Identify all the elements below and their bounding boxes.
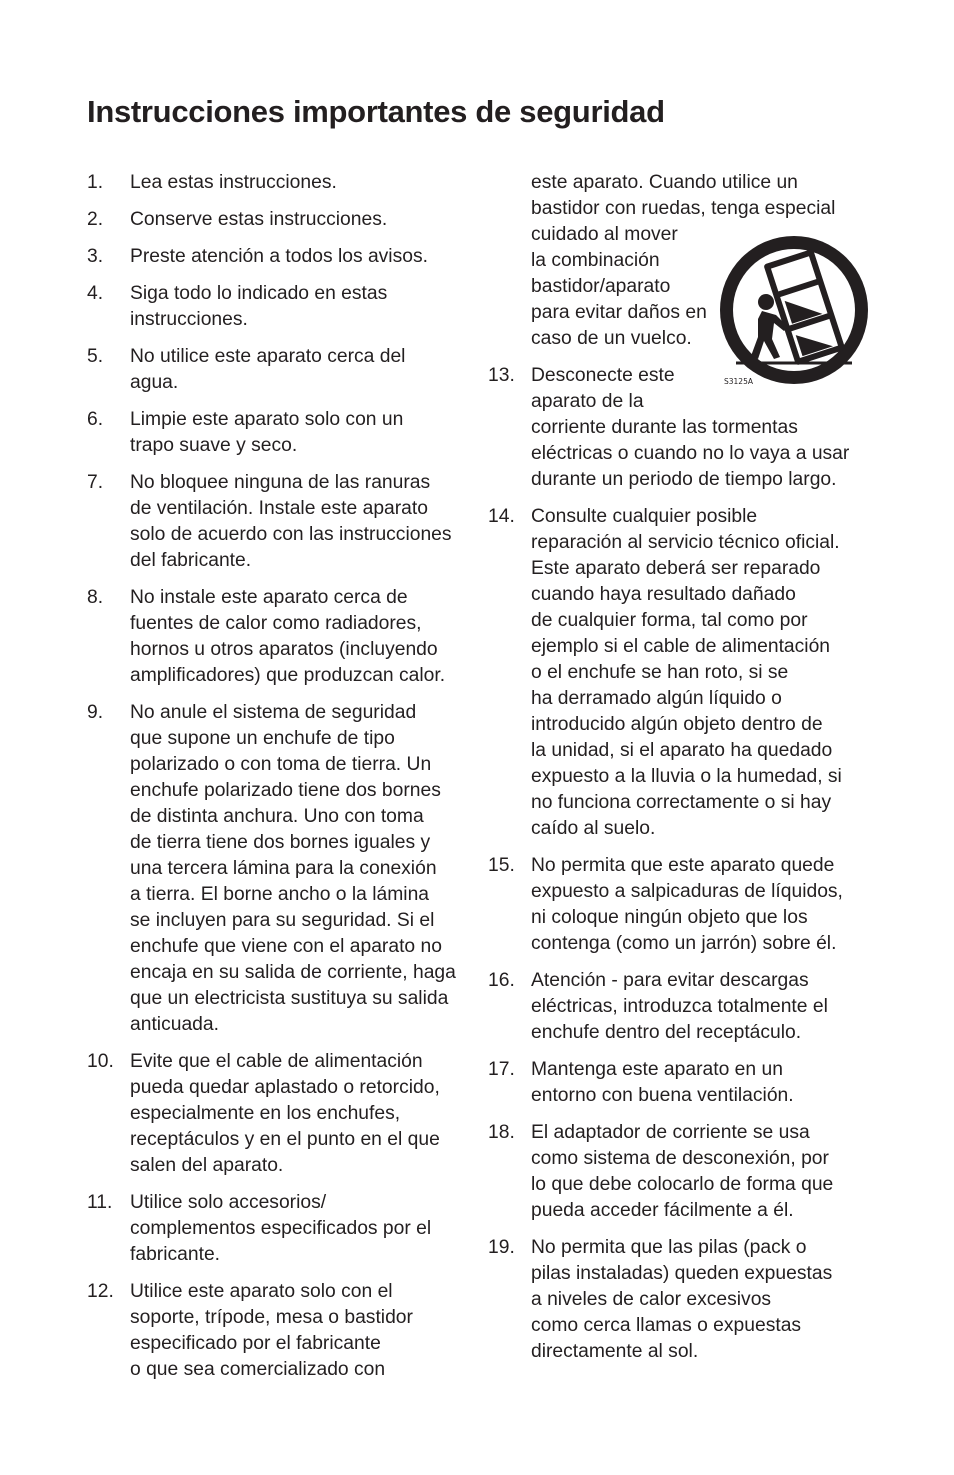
- list-item: [488, 1235, 873, 1365]
- text-line: No permita que las pilas (pack o: [531, 1237, 807, 1258]
- text-line: Desconecte este: [531, 365, 675, 386]
- item-number: 2.: [87, 209, 104, 230]
- text-line: Preste atención a todos los avisos.: [130, 246, 428, 267]
- text-line: una tercera lámina para la conexión: [130, 858, 437, 879]
- item-text: [531, 1057, 873, 1109]
- item-number: 18.: [488, 1122, 515, 1143]
- text-line: expuesto a la lluvia o la humedad, si: [531, 766, 842, 787]
- text-line: eléctricas o cuando no lo vaya a usar: [531, 443, 850, 464]
- text-line: polarizado o con toma de tierra. Un: [130, 754, 432, 775]
- text-line: agua.: [130, 372, 179, 393]
- text-line: Utilice este aparato solo con el: [130, 1281, 393, 1302]
- text-line: introducido algún objeto dentro de: [531, 714, 823, 735]
- text-line: complementos especificados por el: [130, 1218, 432, 1239]
- text-line: anticuada.: [130, 1014, 219, 1035]
- text-line: Consulte cualquier posible: [531, 506, 758, 527]
- item-text: [531, 968, 873, 1046]
- item-number: 3.: [87, 246, 104, 267]
- text-line: caído al suelo.: [531, 818, 656, 839]
- text-line: hornos u otros aparatos (incluyendo: [130, 639, 438, 660]
- text-line: enchufe polarizado tiene dos bornes: [130, 780, 441, 801]
- text-line: lo que debe colocarlo de forma que: [531, 1174, 834, 1195]
- text-line: Mantenga este aparato en un: [531, 1059, 783, 1080]
- text-line: como sistema de desconexión, por: [531, 1148, 829, 1169]
- item-number: 17.: [488, 1059, 515, 1080]
- text-line: este aparato. Cuando utilice un: [531, 172, 798, 193]
- item-text: [130, 407, 472, 459]
- item-text: [531, 504, 873, 842]
- list-item: [488, 968, 873, 1046]
- text-line: enchufe que viene con el aparato no: [130, 936, 442, 957]
- text-line: Atención - para evitar descargas: [531, 970, 809, 991]
- item-text: [130, 281, 472, 333]
- text-line: la combinación: [531, 250, 660, 271]
- cart-tip-over-warning-figure: [718, 235, 870, 393]
- list-item: [87, 585, 472, 689]
- cart-tip-over-warning-icon: [718, 235, 870, 385]
- text-line: como cerca llamas o expuestas: [531, 1315, 802, 1336]
- list-item: [87, 344, 472, 396]
- text-line: o el enchufe se han roto, si se: [531, 662, 789, 683]
- item-text: [130, 470, 472, 574]
- list-item: [87, 1190, 472, 1268]
- text-line: encaja en su salida de corriente, haga: [130, 962, 456, 983]
- item-number: 4.: [87, 283, 104, 304]
- text-line: cuando haya resultado dañado: [531, 584, 796, 605]
- list-item: [87, 1049, 472, 1179]
- text-line: El adaptador de corriente se usa: [531, 1122, 810, 1143]
- text-line: No permita que este aparato quede: [531, 855, 835, 876]
- item-text: [130, 1190, 472, 1268]
- text-line: bastidor con ruedas, tenga especial: [531, 198, 836, 219]
- text-line: Siga todo lo indicado en estas: [130, 283, 388, 304]
- item-number: 7.: [87, 472, 104, 493]
- text-line: caso de un vuelco.: [531, 328, 692, 349]
- list-item: [87, 700, 472, 1038]
- text-line: No instale este aparato cerca de: [130, 587, 408, 608]
- text-line: pilas instaladas) queden expuestas: [531, 1263, 833, 1284]
- list-item: [488, 504, 873, 842]
- text-line: entorno con buena ventilación.: [531, 1085, 794, 1106]
- text-line: ejemplo si el cable de alimentación: [531, 636, 831, 657]
- text-line: eléctricas, introduzca totalmente el: [531, 996, 828, 1017]
- text-line: que un electricista sustituya su salida: [130, 988, 449, 1009]
- item-number: 15.: [488, 855, 515, 876]
- text-line: especificado por el fabricante: [130, 1333, 381, 1354]
- item-text: [130, 1279, 472, 1383]
- item-text: [130, 585, 472, 689]
- item-text: [531, 1235, 873, 1365]
- text-line: No utilice este aparato cerca del: [130, 346, 406, 367]
- text-line: trapo suave y seco.: [130, 435, 298, 456]
- list-item: [87, 281, 472, 333]
- item-number: 5.: [87, 346, 104, 367]
- text-line: o que sea comercializado con: [130, 1359, 386, 1380]
- text-line: expuesto a salpicaduras de líquidos,: [531, 881, 843, 902]
- text-line: Lea estas instrucciones.: [130, 172, 337, 193]
- text-line: a niveles de calor excesivos: [531, 1289, 772, 1310]
- text-line: directamente al sol.: [531, 1341, 699, 1362]
- text-line: corriente durante las tormentas: [531, 417, 798, 438]
- text-line: reparación al servicio técnico oficial.: [531, 532, 840, 553]
- text-line: a tierra. El borne ancho o la lámina: [130, 884, 430, 905]
- text-line: cuidado al mover: [531, 224, 678, 245]
- text-line: fabricante.: [130, 1244, 221, 1265]
- list-item: [488, 1057, 873, 1109]
- text-line: de cualquier forma, tal como por: [531, 610, 808, 631]
- item-number: 11.: [87, 1192, 113, 1213]
- item-text: [130, 700, 472, 1038]
- text-line: pueda acceder fácilmente a él.: [531, 1200, 794, 1221]
- text-line: contenga (como un jarrón) sobre él.: [531, 933, 837, 954]
- list-item: [488, 853, 873, 957]
- text-line: de distinta anchura. Uno con toma: [130, 806, 424, 827]
- list-item: [87, 407, 472, 459]
- text-line: salen del aparato.: [130, 1155, 284, 1176]
- item-number: 6.: [87, 409, 104, 430]
- text-line: No bloquee ninguna de las ranuras: [130, 472, 431, 493]
- item-text: [130, 344, 472, 396]
- item-number: 16.: [488, 970, 515, 991]
- text-line: especialmente en los enchufes,: [130, 1103, 401, 1124]
- item-number: 8.: [87, 587, 104, 608]
- item-number: 10.: [87, 1051, 114, 1072]
- text-line: de tierra tiene dos bornes iguales y: [130, 832, 431, 853]
- list-item: [87, 244, 472, 270]
- text-line: Conserve estas instrucciones.: [130, 209, 388, 230]
- list-item: [87, 170, 472, 196]
- text-line: ni coloque ningún objeto que los: [531, 907, 808, 928]
- text-line: no funciona correctamente o si hay: [531, 792, 832, 813]
- text-line: durante un periodo de tiempo largo.: [531, 469, 837, 490]
- list-item: [87, 470, 472, 574]
- text-line: solo de acuerdo con las instrucciones: [130, 524, 452, 545]
- text-line: enchufe dentro del receptáculo.: [531, 1022, 802, 1043]
- text-line: Este aparato deberá ser reparado: [531, 558, 821, 579]
- text-line: Evite que el cable de alimentación: [130, 1051, 423, 1072]
- text-line: para evitar daños en: [531, 302, 707, 323]
- text-line: Limpie este aparato solo con un: [130, 409, 404, 430]
- text-line: bastidor/aparato: [531, 276, 671, 297]
- list-item: [87, 207, 472, 233]
- text-line: Utilice solo accesorios/: [130, 1192, 327, 1213]
- item-text: [531, 853, 873, 957]
- list-item: [87, 1279, 472, 1383]
- left-column: [87, 170, 472, 1394]
- text-line: se incluyen para su seguridad. Si el: [130, 910, 435, 931]
- text-line: la unidad, si el aparato ha quedado: [531, 740, 833, 761]
- text-line: No anule el sistema de seguridad: [130, 702, 417, 723]
- text-line: del fabricante.: [130, 550, 252, 571]
- item-number: 12.: [87, 1281, 114, 1302]
- text-line: amplificadores) que produzcan calor.: [130, 665, 446, 686]
- item-text: [531, 1120, 873, 1224]
- text-line: soporte, trípode, mesa o bastidor: [130, 1307, 413, 1328]
- figure-code: S3125A: [724, 377, 753, 386]
- list-item: [488, 1120, 873, 1224]
- text-line: ha derramado algún líquido o: [531, 688, 782, 709]
- item-text: [130, 244, 472, 270]
- text-line: aparato de la: [531, 391, 644, 412]
- page-title: Instrucciones importantes de seguridad: [87, 94, 665, 129]
- item-number: 19.: [488, 1237, 515, 1258]
- text-line: instrucciones.: [130, 309, 248, 330]
- item-number: 13.: [488, 365, 515, 386]
- text-line: pueda quedar aplastado o retorcido,: [130, 1077, 440, 1098]
- item-text: [130, 207, 472, 233]
- item-number: 9.: [87, 702, 104, 723]
- text-line: receptáculos y en el punto en el que: [130, 1129, 440, 1150]
- text-line: de ventilación. Instale este aparato: [130, 498, 428, 519]
- text-line: fuentes de calor como radiadores,: [130, 613, 422, 634]
- text-line: que supone un enchufe de tipo: [130, 728, 395, 749]
- item-number: 14.: [488, 506, 515, 527]
- item-number: 1.: [87, 172, 104, 193]
- item-text: [130, 170, 472, 196]
- item-text: [130, 1049, 472, 1179]
